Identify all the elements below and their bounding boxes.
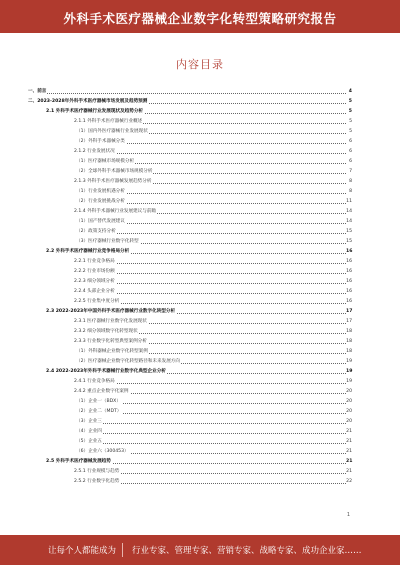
toc-entry-label: 二、2023-2028年外科手术医疗器械市场发展及趋势预测 (28, 97, 148, 107)
toc-entry[interactable] (28, 477, 352, 487)
toc-entry[interactable] (28, 367, 352, 377)
toc-entry[interactable] (28, 167, 352, 177)
toc-entry-label: （3）医疗器械行业数字化转型 (76, 237, 140, 247)
toc-entry-label: （1）国内外医疗器械行业发展现状 (76, 127, 149, 137)
toc-leader-dots (28, 93, 346, 94)
toc-entry-label: 2.1.1 外科手术医疗器械行业概述 (74, 117, 143, 127)
toc-entry[interactable] (28, 407, 352, 417)
toc-entry-page: 21 (346, 467, 352, 477)
report-title: 外科手术医疗器械企业数字化转型策略研究报告 (63, 11, 337, 26)
toc-entry[interactable] (28, 397, 352, 407)
toc-heading: 内容目录 (176, 58, 224, 71)
toc-entry[interactable] (28, 337, 352, 347)
toc-entry-page: 21 (346, 437, 352, 447)
toc-entry-label: 2.4 2022-2023年外科手术器械行业数字化典型企业分析 (46, 367, 167, 377)
toc-entry-page: 5 (346, 117, 352, 127)
toc-entry-page: 16 (346, 257, 352, 267)
toc-entry-page: 17 (346, 307, 352, 317)
toc-entry-page: 16 (346, 287, 352, 297)
toc-entry[interactable] (28, 377, 352, 387)
toc-entry-label: 2.4.1 行业竞争格局 (74, 377, 116, 387)
toc-entry-page: 16 (346, 267, 352, 277)
toc-entry-page: 20 (346, 407, 352, 417)
toc-entry[interactable] (28, 307, 352, 317)
toc-entry-label: 2.2.3 细分领域分析 (74, 277, 116, 287)
toc-entry-page: 16 (346, 297, 352, 307)
toc-entry-page: 14 (346, 217, 352, 227)
toc-entry[interactable] (28, 387, 352, 397)
toc-leader-dots (76, 433, 346, 434)
toc-entry-page: 19 (346, 377, 352, 387)
toc-entry-page: 5 (346, 97, 352, 107)
toc-entry[interactable] (28, 247, 352, 257)
toc-entry-label: （2）全球外科手术器械市场规模分析 (76, 167, 153, 177)
toc-entry-label: 2.3 2022-2023年中国外科手术医疗器械行业数字化转型分析 (46, 307, 176, 317)
toc-entry-page: 17 (346, 317, 352, 327)
toc-entry-label: 2.2.5 行业集中度分析 (74, 297, 120, 307)
toc-entry[interactable] (28, 427, 352, 437)
toc-entry[interactable] (28, 357, 352, 367)
toc-entry[interactable] (28, 157, 352, 167)
toc-entry-label: 2.2.1 行业竞争格局 (74, 257, 116, 267)
toc-entry-label: 2.2.2 行业市场份额 (74, 267, 116, 277)
header-banner (0, 0, 400, 33)
toc-entry[interactable] (28, 297, 352, 307)
footer-divider (122, 543, 123, 557)
toc-entry-page: 4 (346, 87, 352, 97)
toc-entry-label: （1）企业一（BDX） (76, 397, 122, 407)
toc-entry-page: 15 (346, 237, 352, 247)
toc-entry-page: 6 (346, 147, 352, 157)
toc-entry-label: 2.5.1 行业规模与趋势 (74, 467, 120, 477)
toc-entry-label: （2）行业发展挑战分析 (76, 197, 126, 207)
toc-entry[interactable] (28, 287, 352, 297)
toc-entry-label: （6）企业六（300453） (76, 447, 130, 457)
toc-entry-page: 18 (346, 347, 352, 357)
toc-entry-page: 22 (346, 477, 352, 487)
toc-entry-label: （5）企业五 (76, 437, 103, 447)
toc-entry[interactable] (28, 207, 352, 217)
toc-entry-label: 2.5.2 行业数字化趋势 (74, 477, 120, 487)
toc-entry-label: 2.2 外科手术医疗器械行业竞争格局分析 (46, 247, 130, 257)
toc-entry-label: （2）外科手术器械分类 (76, 137, 126, 147)
table-of-contents (28, 87, 352, 487)
toc-entry[interactable] (28, 447, 352, 457)
toc-entry-label: 一、前言 (28, 87, 47, 97)
toc-entry-label: 2.2.4 头部企业分析 (74, 287, 116, 297)
toc-entry-label: （4）企业四 (76, 427, 103, 437)
toc-entry[interactable] (28, 257, 352, 267)
toc-entry-label: 2.1 外科手术医疗器械行业发展现状及趋势分析 (46, 107, 144, 117)
toc-entry[interactable] (28, 177, 352, 187)
toc-entry-page: 7 (346, 167, 352, 177)
toc-entry[interactable] (28, 217, 352, 227)
footer-banner (0, 535, 400, 565)
toc-entry-page: 18 (346, 327, 352, 337)
toc-entry-label: 2.5 外科手术医疗器械发展趋势 (46, 457, 112, 467)
toc-entry[interactable] (28, 267, 352, 277)
toc-entry-page: 11 (346, 197, 352, 207)
toc-entry-page: 16 (346, 277, 352, 287)
toc-entry[interactable] (28, 317, 352, 327)
toc-entry-page: 20 (346, 417, 352, 427)
toc-entry-page: 21 (346, 457, 352, 467)
toc-entry[interactable] (28, 347, 352, 357)
footer-slogan-right: 行业专家、管理专家、营销专家、战略专家、成功企业家…… (132, 546, 362, 556)
toc-entry[interactable] (28, 87, 352, 97)
toc-entry[interactable] (28, 137, 352, 147)
toc-entry-page: 15 (346, 227, 352, 237)
toc-entry-label: （1）行业发展机遇分析 (76, 187, 126, 197)
toc-entry[interactable] (28, 187, 352, 197)
toc-entry-page: 18 (346, 337, 352, 347)
toc-entry-label: （1）外科器械企业数字化转型案例 (76, 347, 149, 357)
toc-entry-label: 2.4.2 重点企业数字化案例 (74, 387, 130, 397)
toc-entry[interactable] (28, 457, 352, 467)
toc-entry[interactable] (28, 97, 352, 107)
toc-entry-label: 2.1.2 行业发展状况 (74, 147, 116, 157)
toc-entry[interactable] (28, 227, 352, 237)
toc-entry-label: 2.3.3 行业数字化转型典型案例分析 (74, 337, 148, 347)
toc-entry-page: 8 (346, 187, 352, 197)
toc-entry[interactable] (28, 327, 352, 337)
toc-entry-label: （1）医疗器械市场规模分析 (76, 157, 135, 167)
toc-entry-label: （2）企业二（MDT） (76, 407, 122, 417)
toc-entry[interactable] (28, 147, 352, 157)
toc-entry-label: 2.3.1 医疗器械行业数字化发展现状 (74, 317, 148, 327)
toc-entry-label: （1）国产替代发展建议 (76, 217, 126, 227)
toc-leader-dots (76, 443, 346, 444)
toc-entry-page: 14 (346, 207, 352, 217)
toc-entry[interactable] (28, 237, 352, 247)
toc-entry[interactable] (28, 277, 352, 287)
toc-entry-label: 2.1.4 外科手术器械行业发展建议与前瞻 (74, 207, 157, 217)
toc-entry[interactable] (28, 467, 352, 477)
toc-entry-page: 5 (346, 107, 352, 117)
toc-entry-page: 20 (346, 397, 352, 407)
toc-entry-page: 20 (346, 387, 352, 397)
toc-entry-label: （2）医疗器械企业数字化转型路径和未来发展方向 (76, 357, 181, 367)
toc-entry-page: 6 (346, 157, 352, 167)
toc-entry-page: 5 (346, 127, 352, 137)
toc-entry-page: 6 (346, 137, 352, 147)
toc-entry-label: （3）企业三 (76, 417, 103, 427)
toc-entry-label: 2.1.3 外科手术医疗器械发展趋势分析 (74, 177, 152, 187)
toc-entry-page: 19 (346, 367, 352, 377)
toc-entry-page: 16 (346, 247, 352, 257)
footer-slogan-left: 让每个人都能成为 (48, 546, 117, 556)
toc-entry-page: 19 (346, 357, 352, 367)
page-number: 1 (346, 512, 350, 518)
toc-entry-page: 21 (346, 447, 352, 457)
toc-entry-label: （2）政策支持分析 (76, 227, 117, 237)
toc-entry[interactable] (28, 417, 352, 427)
toc-entry[interactable] (28, 127, 352, 137)
toc-entry-label: 2.3.2 细分领域数字化转型现状 (74, 327, 139, 337)
toc-entry-page: 8 (346, 177, 352, 187)
toc-leader-dots (76, 423, 346, 424)
toc-entry-page: 21 (346, 427, 352, 437)
toc-entry[interactable] (28, 437, 352, 447)
toc-entry[interactable] (28, 117, 352, 127)
toc-entry[interactable] (28, 107, 352, 117)
toc-entry[interactable] (28, 197, 352, 207)
